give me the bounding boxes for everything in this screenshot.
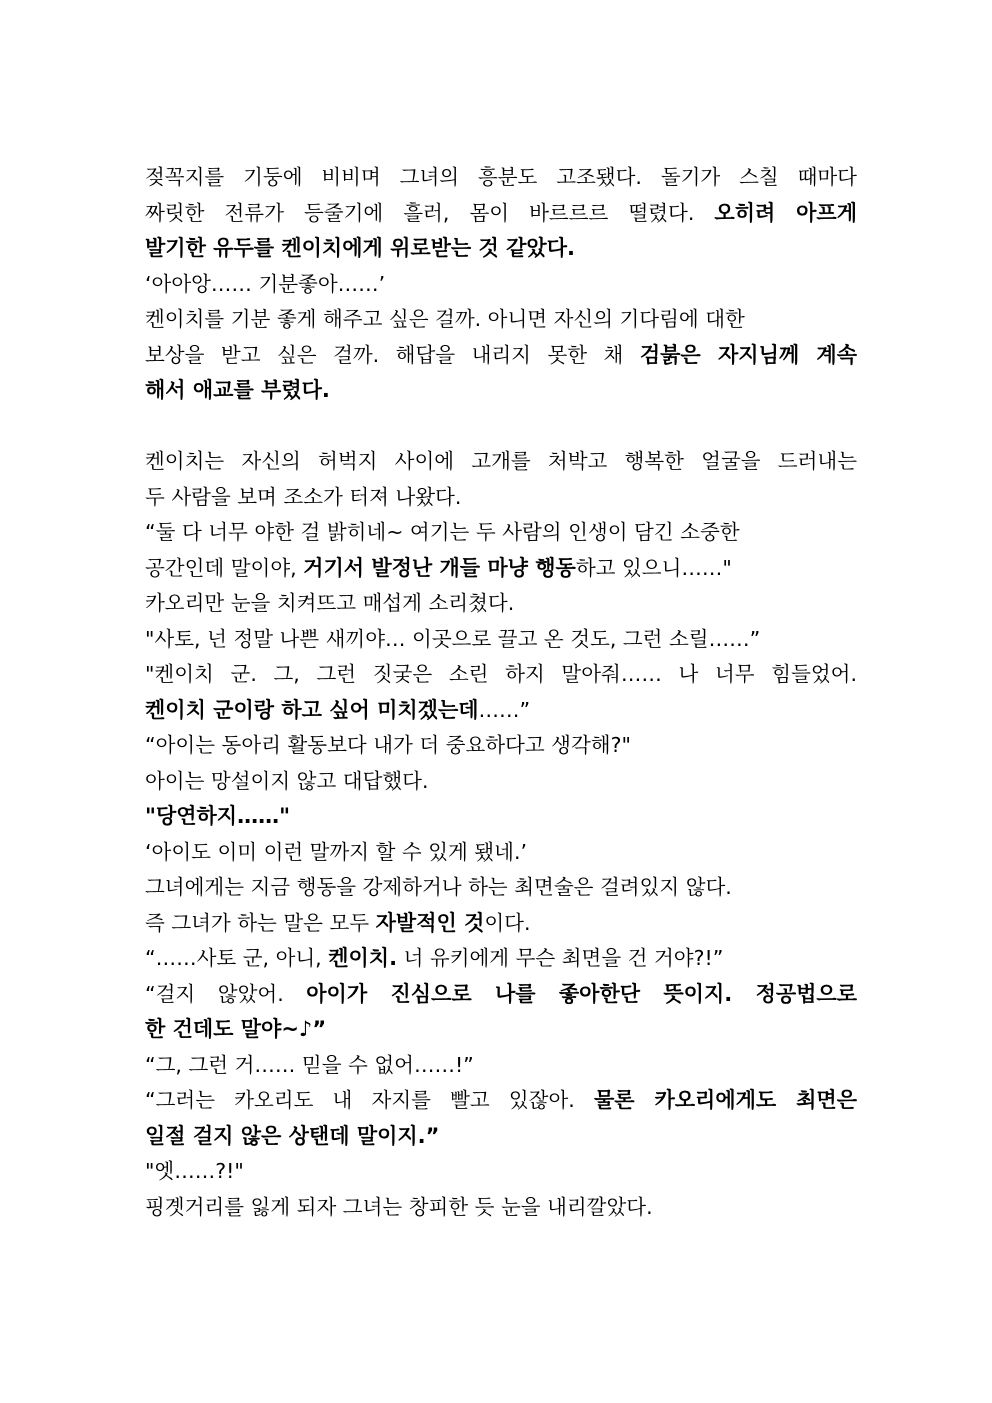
text-line xyxy=(145,835,857,871)
bold-text-segment: 켄이치. xyxy=(328,946,398,970)
text-line xyxy=(145,551,857,587)
text-segment: 켄이치는 자신의 허벅지 사이에 고개를 처박고 행복한 얼굴을 드러내는 xyxy=(145,449,857,473)
text-segment: 아이는 망설이지 않고 대답했다. xyxy=(145,768,429,793)
text-segment: 보상을 받고 싶은 걸까. 해답을 내리지 못한 채 xyxy=(145,342,640,367)
text-segment: “그, 그런 거…… 믿을 수 없어……!” xyxy=(145,1052,474,1077)
text-line xyxy=(145,373,857,409)
text-segment: “걸지 않았어. xyxy=(145,981,307,1006)
text-segment: "켄이치 군. 그, 그런 짓궂은 소린 하지 말아줘…… 나 너무 힘들었어. xyxy=(145,662,857,686)
text-segment: 너 유키에게 무슨 최면을 건 거야?!” xyxy=(397,946,724,970)
bold-text-segment: 해서 애교를 부렸다. xyxy=(145,378,330,402)
bold-text-segment: "당연하지……" xyxy=(145,804,291,828)
text-line xyxy=(145,1083,857,1119)
text-line xyxy=(145,231,857,267)
text-segment: 그녀에게는 지금 행동을 강제하거나 하는 최면술은 걸려있지 않다. xyxy=(145,875,732,899)
text-line xyxy=(145,764,857,800)
text-line xyxy=(145,941,857,977)
bold-text-segment: 오히려 아프게 xyxy=(714,200,857,225)
bold-text-segment: 자발적인 것 xyxy=(375,910,485,935)
text-line xyxy=(145,977,857,1013)
blank-line xyxy=(145,409,857,445)
text-line xyxy=(145,1048,857,1084)
text-line xyxy=(145,870,857,906)
text-line xyxy=(145,1190,857,1226)
text-line xyxy=(145,1119,857,1155)
bold-text-segment: 발기한 유두를 켄이치에게 위로받는 것 같았다. xyxy=(145,236,575,260)
bold-text-segment: 일절 걸지 않은 상탠데 말이지.” xyxy=(145,1123,440,1148)
bold-text-segment: 거기서 발정난 개들 마냥 행동 xyxy=(303,555,576,580)
bold-text-segment: 아이가 진심으로 나를 좋아한단 뜻이지. 정공법으로 xyxy=(306,981,857,1006)
text-segment: “아이는 동아리 활동보다 내가 더 중요하다고 생각해?" xyxy=(145,733,631,757)
text-line xyxy=(145,693,857,729)
text-segment: 젖꼭지를 기둥에 비비며 그녀의 흥분도 고조됐다. 돌기가 스칠 때마다 xyxy=(145,165,857,189)
text-segment: "엣……?!" xyxy=(145,1159,244,1183)
text-segment: 짜릿한 전류가 등줄기에 흘러, 몸이 바르르르 떨렸다. xyxy=(145,200,715,225)
text-segment: 두 사람을 보며 조소가 터져 나왔다. xyxy=(145,484,462,509)
text-line xyxy=(145,799,857,835)
text-line xyxy=(145,302,857,338)
text-segment: “……사토 군, 아니, xyxy=(145,946,329,970)
bold-text-segment: 한 건데도 말야~♪” xyxy=(145,1017,327,1041)
text-line xyxy=(145,515,857,551)
text-line xyxy=(145,267,857,303)
text-segment: 하고 있으니……" xyxy=(575,555,732,580)
text-line xyxy=(145,338,857,374)
text-line xyxy=(145,657,857,693)
text-line xyxy=(145,480,857,516)
text-segment: 공간인데 말이야, xyxy=(145,555,304,580)
document-body xyxy=(145,160,857,1225)
text-segment: ……” xyxy=(478,697,531,722)
text-line xyxy=(145,196,857,232)
text-segment: “둘 다 너무 야한 걸 밝히네~ 여기는 두 사람의 인생이 담긴 소중한 xyxy=(145,520,740,544)
bold-text-segment: 켄이치 군이랑 하고 싶어 미치겠는데 xyxy=(145,697,479,722)
text-line xyxy=(145,622,857,658)
text-line xyxy=(145,160,857,196)
text-segment: “그러는 카오리도 내 자지를 빨고 있잖아. xyxy=(145,1088,594,1112)
text-line xyxy=(145,586,857,622)
text-line xyxy=(145,1154,857,1190)
text-line xyxy=(145,906,857,942)
text-segment: 즉 그녀가 하는 말은 모두 xyxy=(145,910,376,935)
text-segment: 카오리만 눈을 치켜뜨고 매섭게 소리쳤다. xyxy=(145,591,515,615)
text-line xyxy=(145,728,857,764)
bold-text-segment: 물론 카오리에게도 최면은 xyxy=(593,1088,857,1112)
text-line xyxy=(145,1012,857,1048)
text-segment: "사토, 넌 정말 나쁜 새끼야… 이곳으로 끌고 온 것도, 그런 소릴……” xyxy=(145,626,761,651)
text-segment: ‘아아앙…… 기분좋아……’ xyxy=(145,271,386,296)
text-line xyxy=(145,444,857,480)
text-segment: 핑곗거리를 잃게 되자 그녀는 창피한 듯 눈을 내리깔았다. xyxy=(145,1194,653,1219)
bold-text-segment: 검붉은 자지님께 계속 xyxy=(639,342,857,367)
text-segment: 이다. xyxy=(484,910,531,935)
text-segment: ‘아이도 이미 이런 말까지 할 수 있게 됐네.’ xyxy=(145,839,528,864)
text-segment: 켄이치를 기분 좋게 해주고 싶은 걸까. 아니면 자신의 기다림에 대한 xyxy=(145,307,745,331)
